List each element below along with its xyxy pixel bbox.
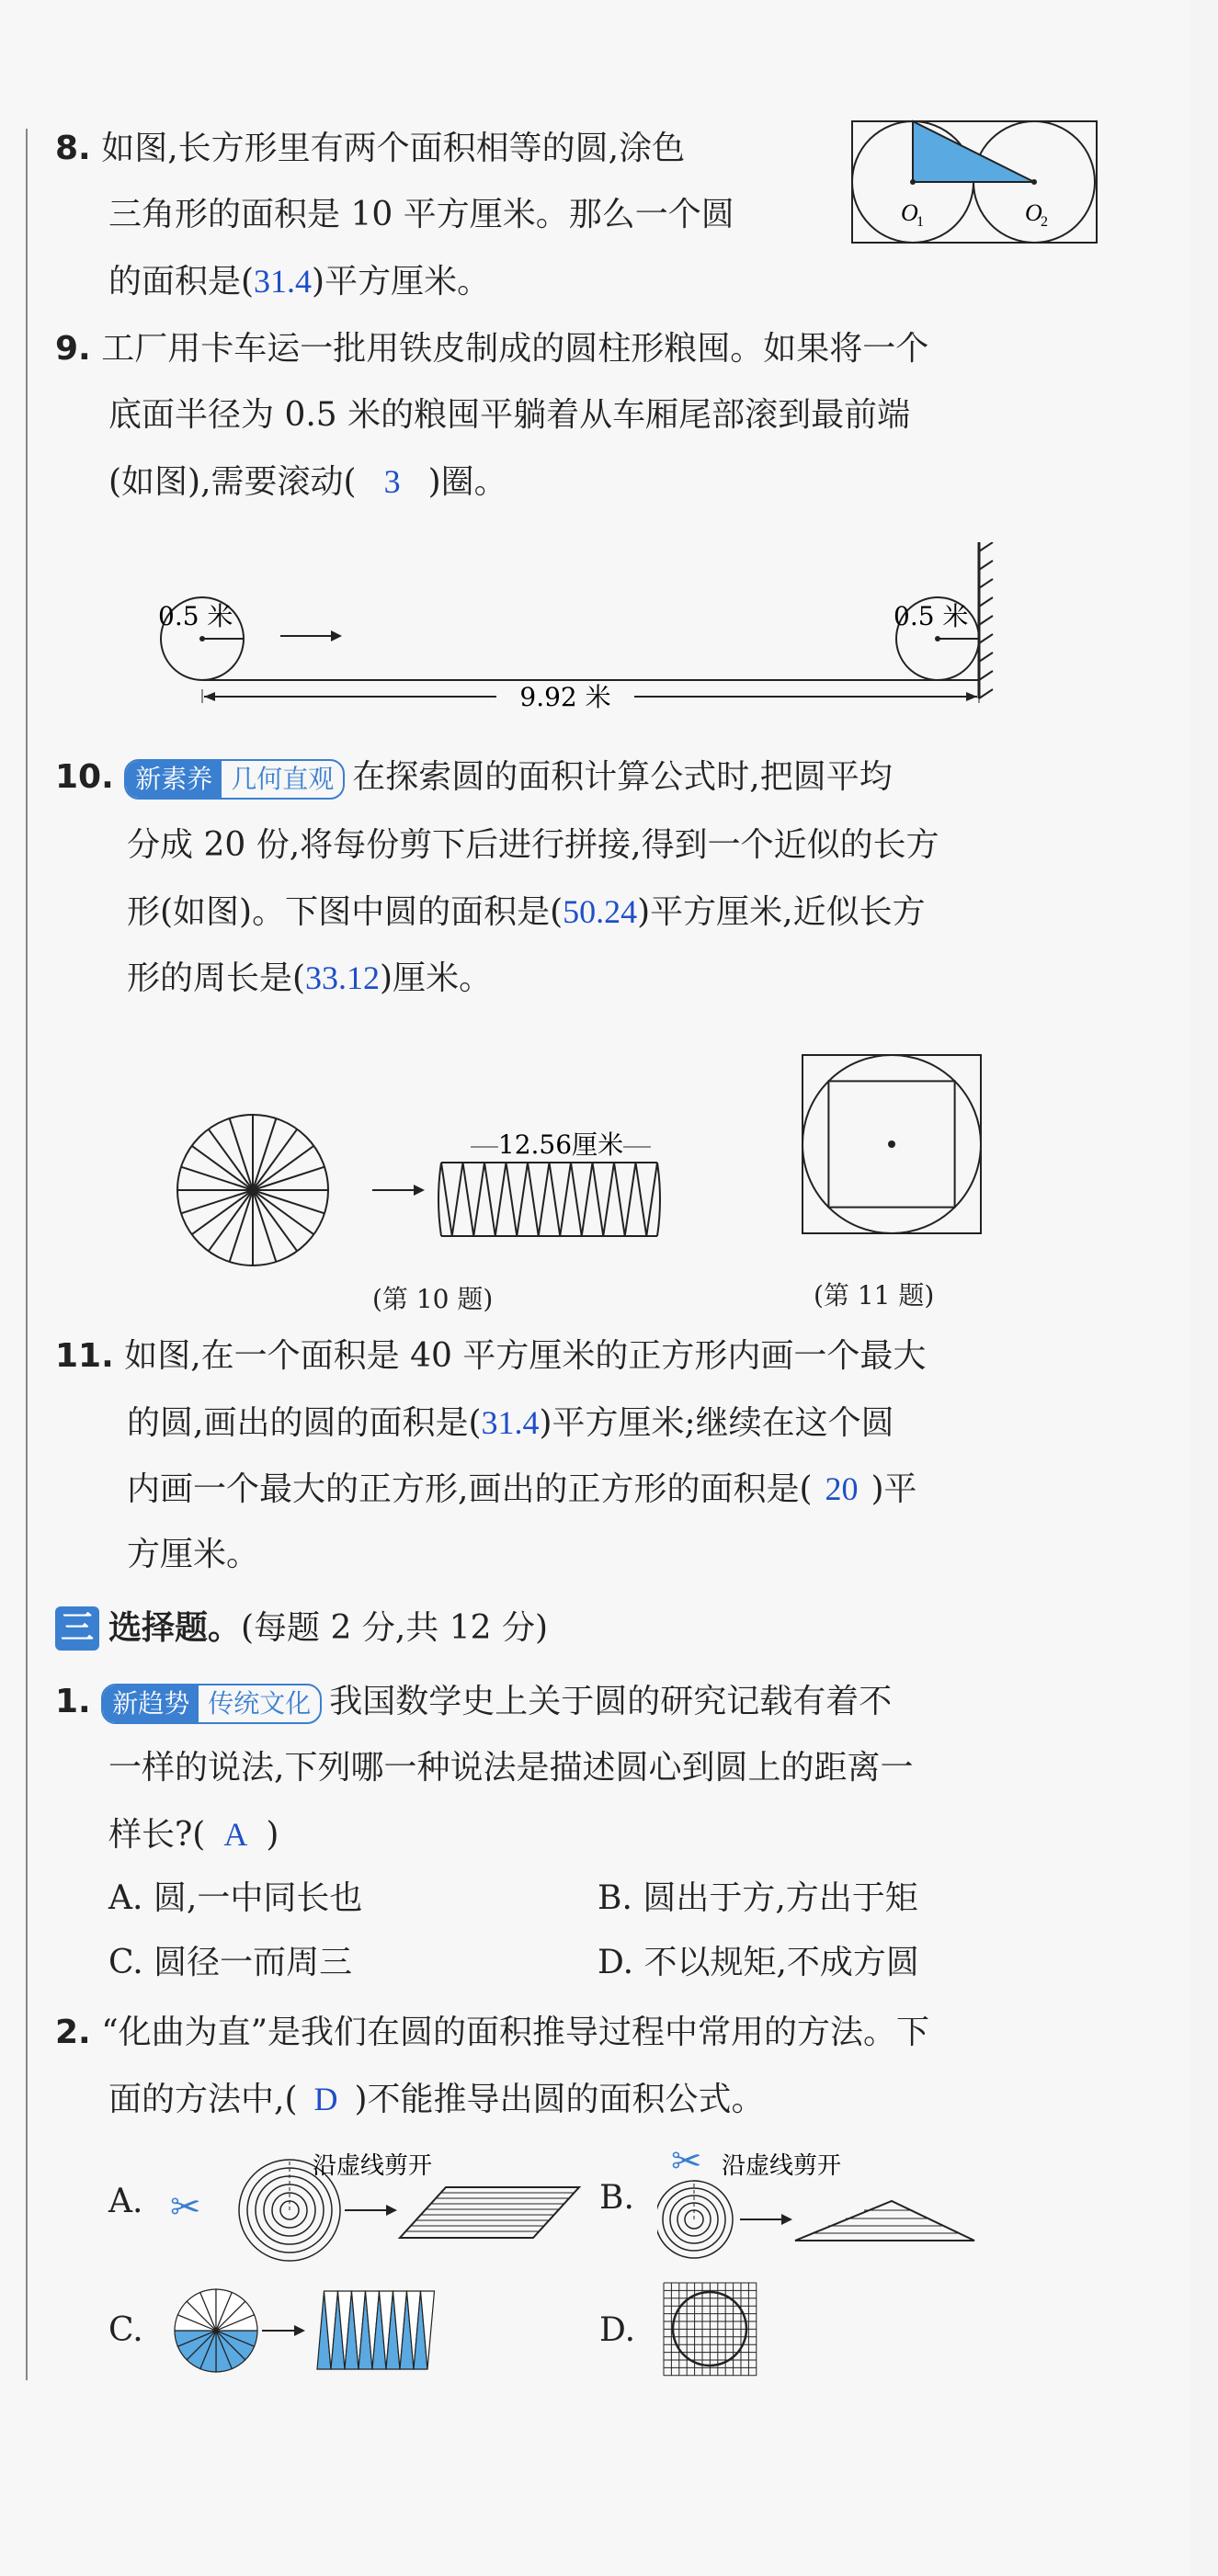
q10-line3: 形(如图)。下图中圆的面积是(50.24)平方厘米,近似长方 [127,893,926,931]
q9-length-label: 9.92 米 [519,682,611,712]
c1-line3: 样长?( A ) [108,1816,279,1854]
q9-radius-left: 0.5 米 [158,601,233,631]
q10-answer2: 33.12 [305,959,381,996]
q11-line1: 11. 如图,在一个面积是 40 平方厘米的正方形内画一个最大 [55,1337,927,1375]
q11-line2: 的圆,画出的圆的面积是(31.4)平方厘米;继续在这个圆 [127,1404,894,1442]
c1-line2: 一样的说法,下列哪一种说法是描述圆心到圆上的距离一 [108,1749,914,1787]
c1-option-a: A. 圆,一中同长也 [108,1879,363,1917]
c1-option-b: B. 圆出于方,方出于矩 [598,1879,918,1917]
q10-figure [175,1084,745,1296]
q11-caption: (第 11 题) [814,1280,935,1311]
q11-answer2: 20 [825,1470,859,1507]
c2-answer: D [313,2081,338,2117]
c1-option-d: D. 不以规矩,不成方圆 [598,1944,919,1981]
q10-tag: 新素养 几何直观 [124,759,345,800]
section3-heading: 三 选择题。(每题 2 分,共 12 分) [55,1595,548,1662]
cut-label-b: 沿虚线剪开 [722,2152,842,2180]
q8-text1: 如图,长方形里有两个面积相等的圆,涂色 [101,130,686,167]
q10-answer1: 50.24 [563,893,638,930]
q11-line4: 方厘米。 [127,1536,260,1573]
c2-line1: 2. “化曲为直”是我们在圆的面积推导过程中常用的方法。下 [55,2014,929,2051]
q8-answer: 31.4 [254,263,313,300]
q11-figure [800,1052,984,1236]
c1-line1: 1. 新趋势 传统文化 我国数学史上关于圆的研究记载有着不 [55,1669,892,1735]
q8-line1 [55,116,685,182]
o1-label: O [901,199,918,226]
c2-option-b-figure [657,2132,988,2270]
c2-label-b: B. [599,2179,634,2217]
c1-answer: A [223,1816,248,1853]
q10-rect-label: 12.56厘米 [497,1129,624,1160]
o2-label: O [1025,199,1042,226]
q9-answer: 3 [383,463,401,500]
c1-option-c: C. 圆径一而周三 [108,1944,353,1981]
q11-line3: 内画一个最大的正方形,画出的正方形的面积是( 20 )平 [127,1470,917,1508]
q8-number: 8. [55,130,91,167]
c1-tag: 新趋势 传统文化 [101,1684,322,1724]
c2-line2: 面的方法中,( D )不能推导出圆的面积公式。 [108,2081,765,2118]
q8-line2: 三角形的面积是 10 平方厘米。那么一个圆 [108,196,734,233]
q11-answer1: 31.4 [481,1404,540,1441]
q10-line4: 形的周长是(33.12)厘米。 [127,959,493,997]
q9-line2: 底面半径为 0.5 米的粮囤平躺着从车厢尾部滚到最前端 [108,396,911,434]
q9-line1: 9. 工厂用卡车运一批用铁皮制成的圆柱形粮囤。如果将一个 [55,330,929,368]
c2-option-a-figure [170,2150,593,2270]
margin-rule [26,129,28,2380]
q10-line1: 10. 新素养 几何直观 在探索圆的面积计算公式时,把圆平均 [55,744,893,811]
c2-label-d: D. [599,2311,636,2349]
q8-figure [850,119,1098,248]
scissors-icon: ✂ [671,2140,702,2183]
q9-line3: (如图),需要滚动( 3 )圈。 [108,463,507,501]
svg-text:1: 1 [916,214,924,230]
cut-label-a: 沿虚线剪开 [313,2152,433,2180]
q10-line2: 分成 20 份,将每份剪下后进行拼接,得到一个近似的长方 [127,826,939,864]
scissors-icon: ✂ [170,2186,201,2229]
c2-option-d-figure [662,2281,758,2377]
q9-figure [147,542,1011,717]
q8-line3: 的面积是(31.4)平方厘米。 [108,263,491,301]
svg-text:2: 2 [1041,214,1048,230]
q9-radius-right: 0.5 米 [894,601,969,631]
c2-option-c-figure [165,2277,441,2388]
c2-label-c: C. [108,2311,143,2349]
q10-caption: (第 10 题) [372,1284,494,1314]
c2-label-a: A. [108,2183,143,2220]
